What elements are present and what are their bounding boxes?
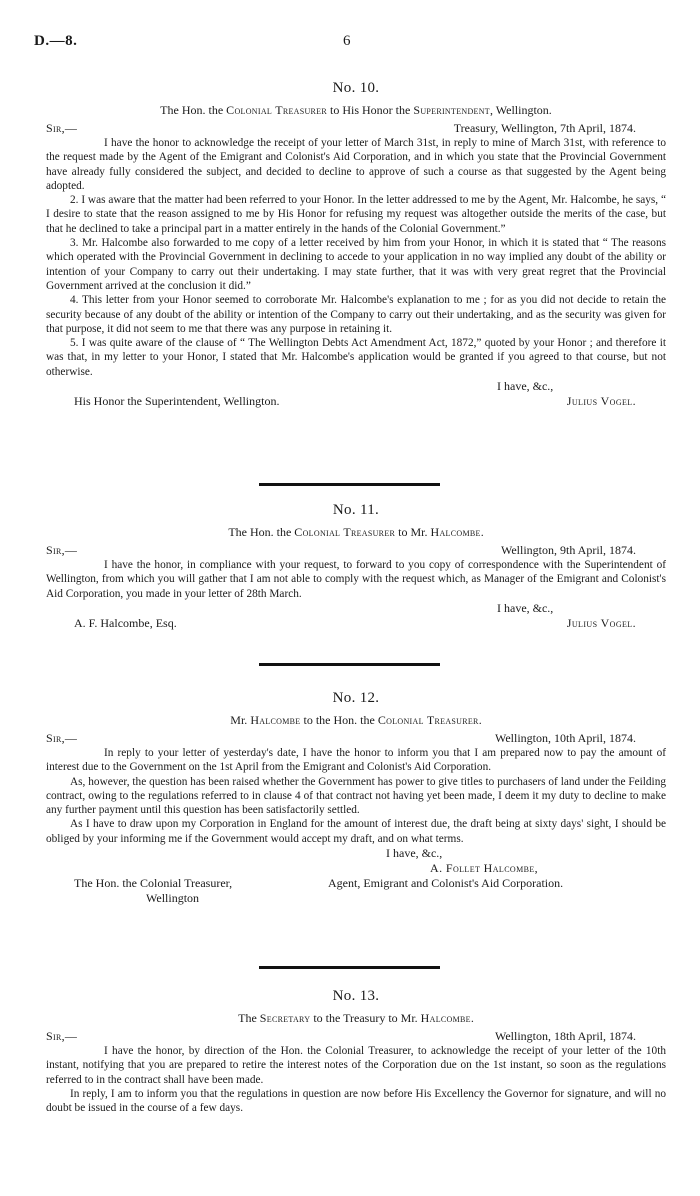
paragraph: As, however, the question has been raised whether the Government has power to give titles to purchasers of land under the Feilding contract, owing to the regulations referred to in clause 4 of that contract not having yet been made, I deem it my duty to decline to make any further payment until this question has been satisfactorily settled. xyxy=(46,775,666,817)
place-date: Treasury, Wellington, 7th April, 1874. xyxy=(453,121,636,135)
place-date: Wellington, 10th April, 1874. xyxy=(494,731,636,745)
letter-12 xyxy=(46,690,666,910)
addressee: The Hon. the Colonial Treasurer, xyxy=(74,876,233,891)
signature-role: Agent, Emigrant and Colonist's Aid Corporation. xyxy=(328,876,564,891)
paragraph: I have the honor, by direction of the Hon. the Colonial Treasurer, to acknowledge the receipt of your letter of the 10th instant, notifying that you are prepared to retire the interest notes of the Corporation due on the 1st instant, so soon as the regulations referred to in the contract shall have been made. xyxy=(46,1045,666,1086)
page-number: 6 xyxy=(343,33,351,49)
letter-title: The Hon. the Colonial Treasurer to His Honor the Superintendent, Wellington. xyxy=(160,103,552,117)
closing: I have, &c., xyxy=(497,600,554,615)
section-divider xyxy=(259,966,440,969)
paragraph: 4. This letter from your Honor seemed to corroborate Mr. Halcombe's explanation to me ; for as you did not decide to retain the security because of any doubt of the ability or intention of the Company to carry out their undertaking, and as the security was given for that purpose, it did not seem to me that there was any purpose in retaining it. xyxy=(46,294,666,335)
paragraph: In reply to your letter of yesterday's date, I have the honor to inform you that I am prepared now to pay the amount of interest due to the Government on the 1st April from the Emigrant and Colonist's Aid Corporation. xyxy=(46,747,666,774)
letter-10 xyxy=(46,80,666,409)
letter-number: No. 10. xyxy=(332,80,380,96)
signature: Julius Vogel. xyxy=(566,394,636,409)
letter-number: No. 11. xyxy=(332,502,380,518)
signature: A. Follet Halcombe, xyxy=(430,861,539,876)
letter-title: The Hon. the Colonial Treasurer to Mr. Halcombe. xyxy=(228,525,484,539)
section-divider xyxy=(259,663,440,666)
closing-block xyxy=(46,601,666,631)
document-code: D.—8. xyxy=(34,33,78,49)
addressee: His Honor the Superintendent, Wellington. xyxy=(74,394,280,409)
place-date: Wellington, 18th April, 1874. xyxy=(494,1029,636,1043)
salutation: Sir,— xyxy=(46,731,78,745)
salutation: Sir,— xyxy=(46,1029,78,1043)
salutation-line xyxy=(46,121,666,136)
letter-number: No. 13. xyxy=(332,988,380,1004)
closing-block xyxy=(46,846,666,910)
letter-title: The Secretary to the Treasury to Mr. Halcombe. xyxy=(238,1011,474,1025)
signature: Julius Vogel. xyxy=(566,615,636,630)
closing: I have, &c., xyxy=(386,846,443,861)
salutation-line xyxy=(46,731,666,746)
salutation: Sir,— xyxy=(46,543,78,557)
letter-title: Mr. Halcombe to the Hon. the Colonial Treasurer. xyxy=(230,713,482,727)
paragraph: In reply, I am to inform you that the regulations in question are now before His Excellency the Governor for signature, and will no doubt be issued in the course of a few days. xyxy=(46,1087,666,1115)
addressee-city: Wellington xyxy=(146,891,200,906)
salutation-line xyxy=(46,543,666,558)
paragraph: 2. I was aware that the matter had been referred to your Honor. In the letter addressed to me by the Agent, Mr. Halcombe, he says, “ I desire to state that the reason assigned to me by His Honor for refusing my request was altogether outside the merits of the case, but that he declined to take a principal part in a matter entirely in the hands of the Colonial Government.” xyxy=(46,194,666,235)
paragraph: I have the honor to acknowledge the receipt of your letter of March 31st, in reply to mine of March 31st, with reference to the request made by the Agent of the Emigrant and Colonist's Aid Corporation, and in which you state that the Provincial Government have already fully considered the subject, and decided to decline to approve of such a course as that suggested by the Agent being adopted. xyxy=(46,137,666,192)
salutation: Sir,— xyxy=(46,121,78,135)
closing: I have, &c., xyxy=(497,379,554,394)
paragraph: I have the honor, in compliance with your request, to forward to you copy of correspondence with the Superintendent of Wellington, from which you will gather that I am not able to comply with the request which, as Manager of the Emigrant and Colonist's Aid Corporation, you made in your letter of 28th March. xyxy=(46,559,666,600)
salutation-line xyxy=(46,1029,666,1044)
section-divider xyxy=(259,483,440,486)
paragraph: As I have to draw upon my Corporation in England for the amount of interest due, the draft being at sixty days' sight, I should be obliged by your informing me if the Government would accept my draft, and on what terms. xyxy=(46,818,666,845)
paragraph: 5. I was quite aware of the clause of “ The Wellington Debts Act Amendment Act, 1872,” quoted by your Honor ; and therefore it was that, in my letter to your Honor, I stated that Mr. Halcombe's application would be granted if you agreed to that course, but not otherwise. xyxy=(46,337,666,378)
letter-13 xyxy=(46,988,666,1115)
letter-11 xyxy=(46,502,666,631)
closing-block xyxy=(46,379,666,409)
place-date: Wellington, 9th April, 1874. xyxy=(500,543,636,557)
letter-number: No. 12. xyxy=(332,690,380,706)
addressee: A. F. Halcombe, Esq. xyxy=(74,615,177,630)
paragraph: 3. Mr. Halcombe also forwarded to me copy of a letter received by him from your Honor, in which it is stated that “ The reasons which operated with the Provincial Government in declining to accede to your application in no way implied any doubt of the ability or intention of your Company to carry out their undertaking. I may state further, that it was with very great regret that the Provincial Government arrived at the conclusion it did.” xyxy=(46,237,666,292)
